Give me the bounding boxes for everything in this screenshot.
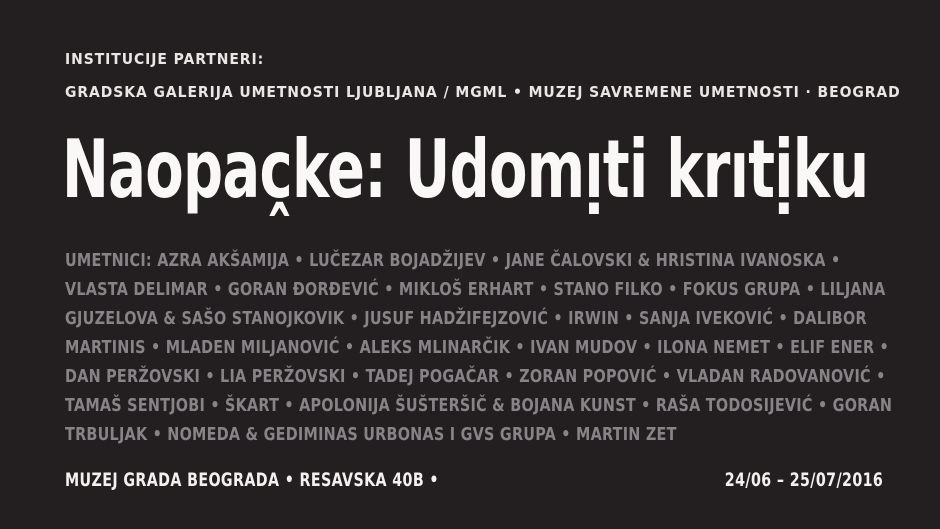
artists-line: DAN PERŽOVSKI • LIA PERŽOVSKI • TADEJ POGAČAR • ZORAN POPOVIĆ • VLADAN RADOVANOVIĆ • xyxy=(65,366,886,387)
venue-address: MUZEJ GRADA BEOGRADA • RESAVSKA 40B • xyxy=(65,469,439,491)
artists-line: MARTINIS • MLADEN MILJANOVIĆ • ALEKS MLINARČIK • IVAN MUDOV • ILONA NEMET • ELIF ENER • xyxy=(65,337,889,358)
artists-line: VLASTA DELIMAR • GORAN ĐORĐEVIĆ • MIKLOŠ ERHART • STANO FILKO • FOKUS GRUPA • LILJANA xyxy=(65,279,886,300)
exhibition-title: Naopac̭ke: Udomı̣ti krıtịku xyxy=(62,123,869,216)
artists-line: GJUZELOVA & SAŠO STANOJKOVIK • JUSUF HADŽIFEJZOVIĆ • IRWIN • SANJA IVEKOVIĆ • DALIBOR xyxy=(65,308,867,329)
artists-line: TAMAŠ SENTJOBI • ŠKART • APOLONIJA ŠUŠTERŠIČ & BOJANA KUNST • RAŠA TODOSIJEVIĆ • GORAN xyxy=(65,395,893,416)
partners-label: INSTITUCIJE PARTNERI: xyxy=(65,50,265,68)
artists-line: TRBULJAK • NOMEDA & GEDIMINAS URBONAS I GVS GRUPA • MARTIN ZET xyxy=(65,424,677,445)
exhibition-dates: 24/06 – 25/07/2016 xyxy=(724,469,883,491)
artists-line: UMETNICI: AZRA AKŠAMIJA • LUČEZAR BOJADŽIJEV • JANE ČALOVSKI & HRISTINA IVANOSKA • xyxy=(65,250,841,271)
partners-institutions: GRADSKA GALERIJA UMETNOSTI LJUBLJANA / MGML • MUZEJ SAVREMENE UMETNOSTI · BEOGRAD xyxy=(65,83,901,101)
artists-list xyxy=(65,246,940,449)
